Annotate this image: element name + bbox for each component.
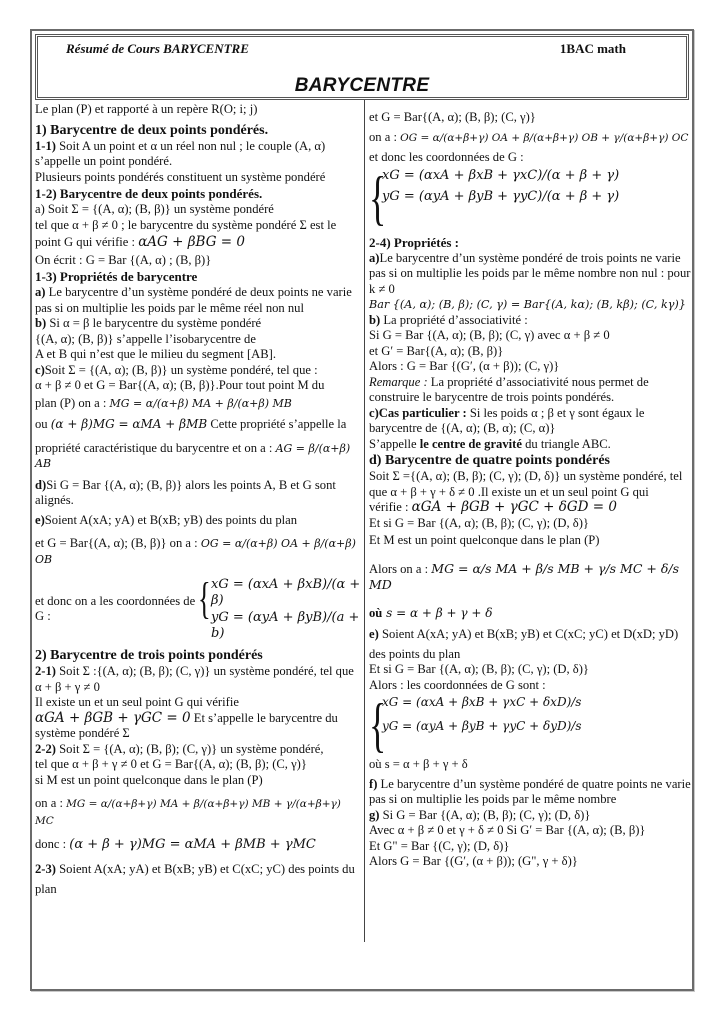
section-1-3-b-text3: A et B qui n’est que le milieu du segment [AB]. — [35, 347, 276, 361]
section-d-2-prefix: vérifie : — [369, 500, 412, 514]
section-1-1-text2: Plusieurs points pondérés constituent un système pondéré — [35, 169, 326, 184]
section-2-4-c — [369, 406, 692, 437]
section-1-3-c-text3 — [35, 396, 361, 412]
brace-icon: { — [369, 164, 387, 231]
yg-formula: yG = (αyA + βyB)/(a + b) — [211, 610, 360, 641]
section-1-3-d — [35, 478, 361, 509]
section-2-4-remark — [369, 375, 692, 406]
section-2-title: 2) Barycentre de trois points pondérés — [35, 648, 263, 663]
section-e-text1: Soient A(xA; yA) et B(xB; yB) et C(xC; yC) et D(xD; yD) — [378, 627, 679, 641]
coordinates-system — [198, 574, 361, 641]
yg-four-formula: yG = (αyA + βyB + γyC + δyD)/s — [382, 718, 582, 733]
section-2-4-b-1: Si G = Bar {(A, α); (B, β); (C, γ) avec α + β ≠ 0 — [369, 328, 610, 342]
section-d-1: Soit Σ ={(A, α); (B, β); (C, γ); (D, δ)} un système pondéré, tel que α + β + γ + δ ≠ 0 .Il existe un et un seul point G qui — [369, 469, 683, 499]
og-formula: OG = α/(α+β) OA + β/(α+β) OB — [35, 537, 356, 566]
section-1-3-d-label: d) — [35, 477, 47, 492]
section-1-3-c-text1: Soit Σ = {(A, α); (B, β)} un système pondéré, tel que : — [44, 362, 318, 377]
remark-text: La propriété d’associativité nous permet de construire le barycentre de trois points pondérés. — [369, 374, 649, 404]
remark-label: Remarque : — [369, 374, 428, 389]
section-1-3-d-text: Si G = Bar {(A, α); (B, β)} alors les points A, B et G sont alignés. — [35, 477, 336, 507]
section-2-2-text3: si M est un point quelconque dans le plan (P) — [35, 772, 263, 787]
section-2-3 — [35, 859, 361, 899]
coordinates-3pts — [369, 164, 692, 231]
section-1-3-title: 1-3) Propriétés de barycentre — [35, 269, 198, 284]
right-line-2-prefix: on a : — [369, 129, 401, 144]
right-line-2 — [369, 130, 692, 147]
section-1-3-c — [35, 363, 361, 379]
section-f-text: Le barycentre d’un système pondéré de quatre points ne varie pas si on multiplie les poids par le même nombre — [369, 776, 691, 806]
section-d-6 — [369, 606, 692, 622]
section-d-2 — [369, 500, 692, 516]
section-2-4-b-3: Alors : G = Bar {(G′, (α + β)); (C, γ)} — [369, 359, 560, 373]
barycentre-definition-formula: αAG + βBG = 0 — [138, 234, 245, 250]
column-divider — [364, 100, 365, 942]
section-e-label: e) — [369, 627, 379, 641]
section-2-4-c-label: c)Cas particulier : — [369, 405, 467, 420]
section-2-1-label: 2-1) — [35, 664, 56, 678]
section-d-5-prefix: Alors on a : — [369, 561, 432, 576]
section-2-2-prefix: on a : — [35, 796, 67, 810]
section-1-2-write: On écrit : G = Bar {(A, α) ; (B, β)} — [35, 252, 212, 267]
section-f — [369, 777, 692, 808]
section-1-2-c-prefix: point G qui vérifie : — [35, 235, 139, 249]
section-1-3-e-text1: Soient A(xA; yA) et B(xB; yB) des points du plan — [44, 512, 298, 527]
section-2-3-text: Soient A(xA; yA) et B(xB; yB) et C(xC; yC) des points du plan — [35, 861, 355, 896]
section-2-3-label: 2-3) — [35, 861, 56, 876]
ou-label: où — [369, 605, 383, 620]
brace-icon: { — [198, 574, 211, 623]
section-2-4-b-2: et G′ = Bar{(A, α); (B, β)} — [369, 343, 504, 358]
ag-formula: AG = β/(α+β) AB — [35, 441, 351, 470]
section-2-2-label: 2-2) — [35, 741, 56, 756]
section-d-title: d) Barycentre de quatre points pondérés — [369, 453, 610, 468]
section-2-1 — [35, 664, 361, 695]
section-2-1-text2: Il existe un et un seul point G qui vérifie — [35, 695, 239, 709]
left-column — [35, 102, 361, 899]
section-1-1-label: 1-1) — [35, 138, 56, 153]
section-2-4-a — [369, 251, 692, 298]
section-1-1-text: Soit A un point et α un réel non nul ; le couple (A, α) s’appelle un point pondéré. — [35, 138, 326, 168]
coordinates-2pts — [35, 575, 361, 643]
section-d-3: Et si G = Bar {(A, α); (B, β); (C, γ); (D, δ)} — [369, 515, 589, 530]
section-1-3-c-prefix: plan (P) on a : — [35, 395, 110, 410]
section-d-4: Et M est un point quelconque dans le plan (P) — [369, 533, 600, 547]
section-g-1 — [369, 808, 692, 824]
page-title: BARYCENTRE — [294, 75, 430, 96]
three-points-definition-formula: αGA + βGB + γGC = 0 — [35, 709, 191, 726]
section-2-4-a-label: a) — [369, 250, 380, 265]
section-1-3-e-label: e) — [35, 512, 45, 527]
section-2-2-text1: Soit Σ = {(A, α); (B, β); (C, γ)} un système pondéré, — [59, 741, 324, 756]
section-g-label: g) — [369, 807, 380, 822]
section-g-2: Avec α + β ≠ 0 et γ + δ ≠ 0 Si G′ = Bar {(A, α); (B, β)} — [369, 823, 646, 837]
section-1-3-b — [35, 316, 361, 332]
section-1-3-e — [35, 513, 361, 529]
section-e-1 — [369, 627, 692, 643]
section-2-2-text2: tel que α + β + γ ≠ 0 et G = Bar{(A, α); (B, β); (C, γ)} — [35, 757, 307, 771]
section-g-text1: Si G = Bar {(A, α); (B, β); (C, γ); (D, δ)} — [379, 807, 591, 822]
right-line-1: et G = Bar{(A, α); (B, β); (C, γ)} — [369, 110, 536, 124]
section-1-3-b-text2: {(A, α); (B, β)} s’appelle l’isobarycentre de — [35, 331, 256, 346]
section-1-2-c — [35, 235, 361, 251]
course-sheet — [30, 29, 694, 991]
section-1-3-c-text4 — [35, 417, 361, 433]
brace-icon: { — [369, 692, 387, 758]
section-1-3-a — [35, 285, 361, 316]
section-1-2-title: 1-2) Barycentre de deux points pondérés. — [35, 186, 263, 201]
section-2-4-c-suffix: du triangle ABC. — [521, 436, 611, 451]
mg-three-formula: MG = α/(α+β+γ) MA + β/(α+β+γ) MB + γ/(α+β+γ) MC — [35, 798, 341, 827]
section-1-3-c-text5-prefix: propriété caractéristique du barycentre et on a : — [35, 440, 276, 455]
section-f-label: f) — [369, 776, 378, 791]
section-e-4: Alors : les coordonnées de G sont : — [369, 677, 546, 692]
section-2-4-a-formula: Bar {(A, α); (B, β); (C, γ) = Bar{(A, kα); (B, kβ); (C, kγ)} — [369, 298, 686, 311]
section-2-1-formula-line — [35, 711, 361, 742]
section-1-3-a-label: a) — [35, 285, 46, 299]
section-2-2-formula2-line — [35, 837, 361, 853]
section-e-3: Et si G = Bar {(A, α); (B, β); (C, γ); (D, δ)} — [369, 662, 589, 676]
yg-three-formula: yG = (αyA + βyB + γyC)/(α + β + γ) — [382, 189, 620, 204]
section-g-3: Et G" = Bar {(C, γ); (D, δ)} — [369, 838, 510, 853]
section-2-4-title: 2-4) Propriétés : — [369, 234, 460, 250]
section-1-2-b: tel que α + β ≠ 0 ; le barycentre du système pondéré Σ est le — [35, 217, 337, 232]
section-2-1-text3: Et s’appelle le barycentre du système pondéré Σ — [35, 710, 338, 740]
section-1-3-c-label: c) — [35, 362, 45, 377]
mg-four-formula: MG = α/s MA + β/s MB + γ/s MC + δ/s MD — [369, 560, 679, 592]
og-three-formula: OG = α/(α+β+γ) OA + β/(α+β+γ) OB + γ/(α+β+γ) OC — [400, 131, 689, 144]
section-1-3-c-text2: α + β ≠ 0 et G = Bar{(A, α); (B, β)}.Pour tout point M du — [35, 378, 325, 392]
course-title: Résumé de Cours BARYCENTRE — [66, 41, 249, 56]
section-1-3-c-text5 — [35, 441, 361, 472]
xg-three-formula: xG = (αxA + βxB + γxC)/(α + β + γ) — [382, 167, 620, 183]
section-2-2 — [35, 742, 361, 758]
mg-three-characteristic: (α + β + γ)MG = αMA + βMB + γMC — [69, 837, 316, 852]
mg-formula: MG = α/(α+β) MA + β/(α+β) MB — [109, 396, 292, 410]
section-1-3-e-text3: et donc on a les coordonnées de G : — [35, 593, 196, 623]
section-1-1 — [35, 139, 361, 170]
section-1-3-a-text: Le barycentre d’un système pondéré de deux points ne varie pas si on multiplie les poids par le même réel non nul — [35, 285, 352, 315]
header-box — [35, 34, 689, 100]
section-1-3-b-text1: Si α = β le barycentre du système pondéré — [49, 316, 262, 330]
section-e-5: où s = α + β + γ + δ — [369, 757, 468, 771]
xg-formula: xG = (αxA + βxB)/(α + β) — [211, 577, 361, 608]
section-2-4-b-text: La propriété d’associativité : — [383, 312, 528, 327]
xg-four-formula: xG = (αxA + βxB + γxC + δxD)/s — [382, 695, 582, 709]
section-d-5 — [369, 561, 692, 594]
four-points-definition-formula: αGA + βGB + γGC + δGD = 0 — [411, 499, 617, 515]
right-column — [369, 102, 692, 870]
section-1-title: 1) Barycentre de deux points pondérés. — [35, 122, 269, 138]
section-1-2-a: a) Soit Σ = {(A, α); (B, β)} un système pondéré — [35, 202, 274, 216]
section-2-4-c-prefix: S’appelle — [369, 436, 420, 451]
intro-text: Le plan (P) et rapporté à un repère R(O; i; j) — [35, 102, 258, 116]
section-1-3-e-prefix: et G = Bar{(A, α); (B, β)} on a : — [35, 536, 201, 550]
characteristic-formula: (α + β)MG = αMA + βMB — [50, 417, 208, 431]
section-2-1-text1: Soit Σ :{(A, α); (B, β); (C, γ)} un système pondéré, tel que α + β + γ ≠ 0 — [35, 664, 354, 694]
section-1-3-c-text4-suffix: Cette propriété s’appelle la — [207, 417, 347, 431]
section-2-4-c-2 — [369, 437, 692, 453]
section-2-4-b — [369, 313, 692, 329]
section-1-3-c-text4-prefix: ou — [35, 417, 51, 431]
section-2-4-b-label: b) — [369, 312, 381, 327]
section-e-2: des points du plan — [369, 646, 461, 661]
section-2-2-donc: donc : — [35, 837, 70, 851]
section-1-3-e-text2 — [35, 536, 361, 567]
section-1-3-b-label: b) — [35, 316, 47, 330]
section-2-4-a-text: Le barycentre d’un système pondéré de trois points ne varie pas si on multiplie les poids par le même nombre non nul : pour k ≠ 0 — [369, 250, 691, 296]
section-2-4-c-text1: Si les poids α ; β et γ sont égaux le barycentre de {(A, α); (B, α); (C, α)} — [369, 405, 645, 435]
centre-of-gravity-term: le centre de gravité — [419, 436, 522, 451]
coordinates-4pts — [369, 692, 692, 758]
s-definition: s = α + β + γ + δ — [382, 605, 493, 620]
section-2-2-formula-line — [35, 796, 361, 829]
right-line-3: et donc les coordonnées de G : — [369, 150, 524, 164]
level-label: 1BAC math — [559, 41, 626, 56]
section-g-4: Alors G = Bar {(G′, (α + β)); (G", γ + δ)} — [369, 854, 578, 868]
